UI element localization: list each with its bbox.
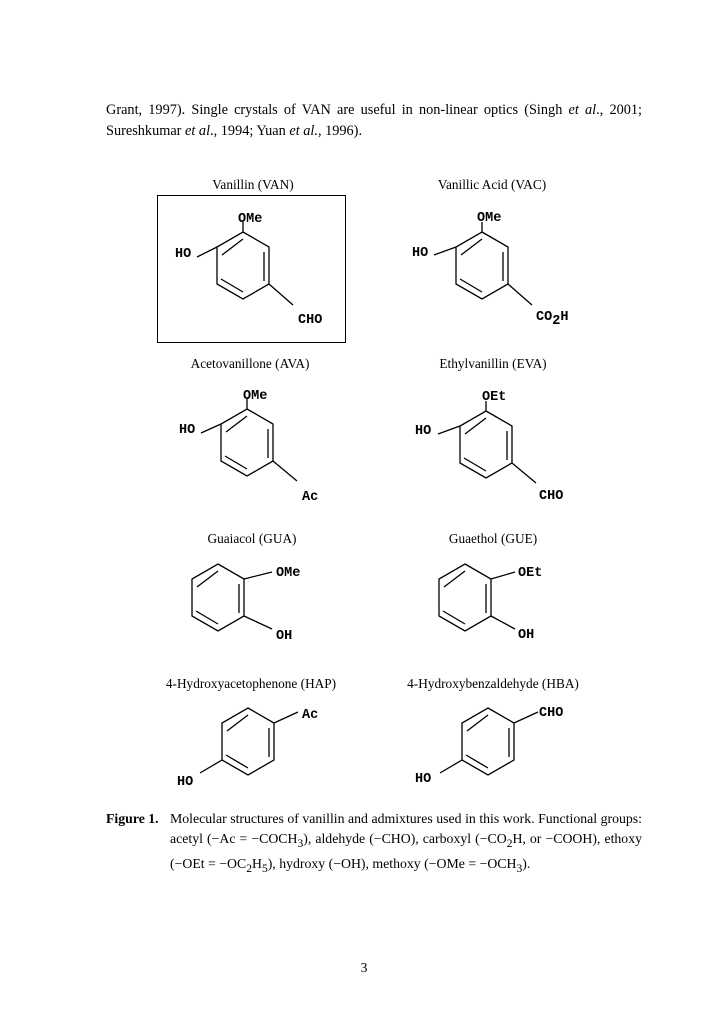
caption-head: Figure 1. bbox=[106, 811, 159, 826]
eva-oet: OEt bbox=[482, 390, 507, 405]
van-cho: CHO bbox=[298, 313, 323, 328]
van-ho: HO bbox=[175, 247, 192, 262]
label-hydroxyacetophenone: 4-Hydroxyacetophenone (HAP) bbox=[165, 676, 337, 691]
label-hydroxybenzaldehyde: 4-Hydroxybenzaldehyde (HBA) bbox=[407, 676, 579, 691]
vac-co2h: CO2H bbox=[536, 310, 569, 329]
hydroxyacetophenone-structure bbox=[200, 708, 298, 775]
gue-oet: OEt bbox=[518, 566, 543, 581]
eva-cho: CHO bbox=[539, 489, 564, 504]
gua-ome: OMe bbox=[276, 566, 301, 581]
hap-ac: Ac bbox=[302, 708, 319, 723]
para-text: , 1996). bbox=[317, 123, 363, 139]
acetovanillone-structure bbox=[201, 399, 297, 481]
gua-oh: OH bbox=[276, 629, 293, 644]
van-ome: OMe bbox=[238, 212, 263, 227]
hap-ho: HO bbox=[177, 775, 194, 790]
label-guaiacol: Guaiacol (GUA) bbox=[207, 531, 297, 546]
vac-ho: HO bbox=[412, 246, 429, 261]
page-number: 3 bbox=[360, 960, 368, 975]
para-italic: et al bbox=[185, 123, 211, 139]
label-acetovanillone: Acetovanillone (AVA) bbox=[190, 356, 310, 371]
figure-caption bbox=[106, 809, 642, 879]
para-italic: et al bbox=[568, 102, 597, 118]
ava-ho: HO bbox=[179, 423, 196, 438]
vac-ome: OMe bbox=[477, 211, 502, 226]
label-guaethol: Guaethol (GUE) bbox=[448, 531, 538, 546]
hba-ho: HO bbox=[415, 772, 432, 787]
para-text: 2001; Sureshkumar bbox=[106, 102, 643, 139]
label-ethylvanillin: Ethylvanillin (EVA) bbox=[439, 356, 547, 371]
label-vanillic-acid: Vanillic Acid (VAC) bbox=[437, 177, 547, 192]
vanillic-acid-structure bbox=[434, 222, 532, 305]
caption-body: Molecular structures of vanillin and admixtures used in this work. Functional groups: acetyl $(-Ac = -COCH_3)$, aldehyde (−CHO), carboxyl ($-CO_2H$, or −COOH), ethoxy $(-OEt = -OC_2H_5)$, hydroxy (−OH), methoxy $(-OMe = -OCH_3)$. bbox=[170, 811, 642, 875]
para-text: Grant, 1997). Single crystals of VAN are useful in non-linear optics (Singh bbox=[106, 102, 569, 118]
guaiacol-structure bbox=[192, 564, 272, 631]
hba-cho: CHO bbox=[539, 706, 564, 721]
hydroxybenzaldehyde-structure bbox=[440, 708, 538, 775]
para-text: ., 1994; Yuan bbox=[210, 123, 290, 139]
label-vanillin: Vanillin (VAN) bbox=[212, 177, 294, 192]
ava-ac: Ac bbox=[302, 490, 319, 505]
eva-ho: HO bbox=[415, 424, 432, 439]
guaethol-structure bbox=[439, 564, 515, 631]
ava-ome: OMe bbox=[243, 389, 268, 404]
vanillin-structure bbox=[197, 222, 293, 305]
para-italic: et al. bbox=[289, 123, 318, 139]
para-text: ., bbox=[596, 102, 604, 118]
ethylvanillin-structure bbox=[438, 401, 536, 483]
gue-oh: OH bbox=[518, 628, 535, 643]
